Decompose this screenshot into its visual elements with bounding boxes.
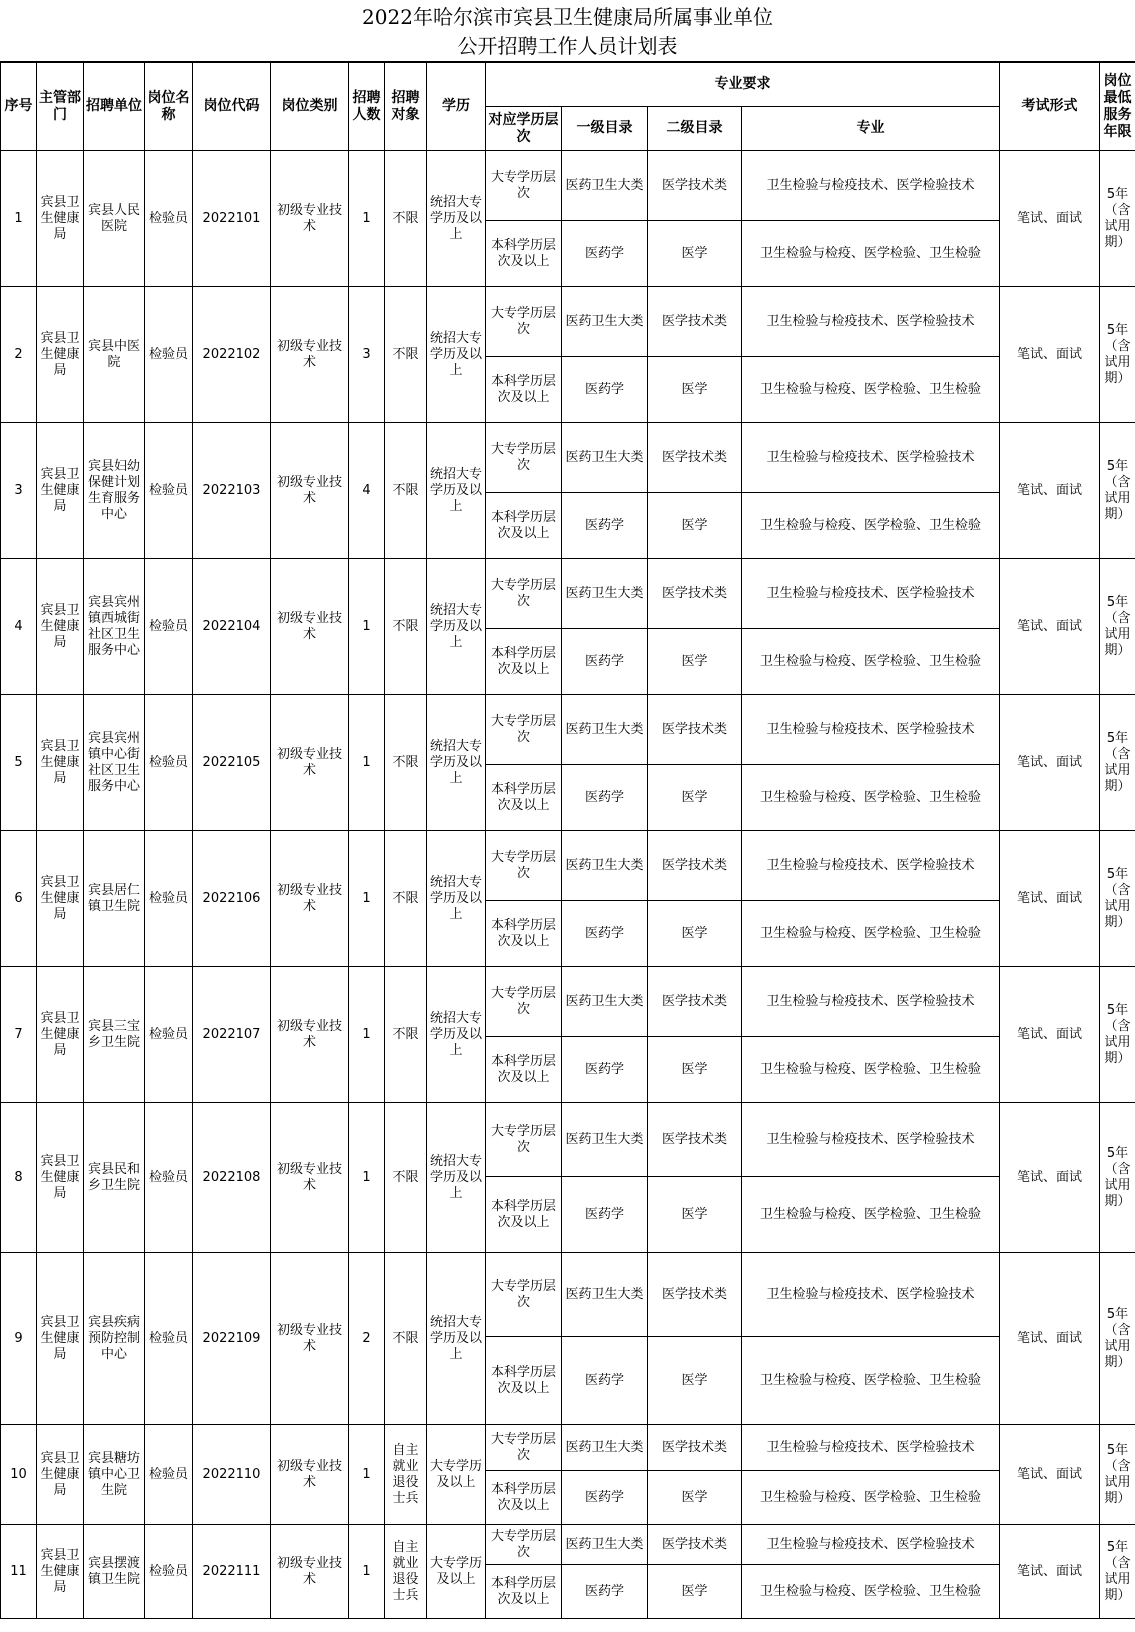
table-row [1, 1425, 1135, 1471]
row-post-name: 检验员 [145, 559, 193, 695]
row-unit: 宾县人民医院 [84, 151, 145, 287]
recruitment-plan-table [0, 62, 1135, 1619]
row-level2: 医学 [648, 221, 742, 287]
row-edu-level: 大专学历层次 [486, 1253, 562, 1337]
row-edu-level: 大专学历层次 [486, 151, 562, 221]
row-education: 统招大专学历及以上 [427, 831, 486, 967]
row-seq: 4 [1, 559, 37, 695]
row-post-type: 初级专业技术 [271, 1103, 349, 1253]
row-post-type: 初级专业技术 [271, 967, 349, 1103]
row-post-type: 初级专业技术 [271, 423, 349, 559]
header-service: 岗位最低服务年限 [1100, 63, 1135, 151]
row-service: 5年（含试用期） [1100, 967, 1135, 1103]
row-education: 统招大专学历及以上 [427, 967, 486, 1103]
row-post-type: 初级专业技术 [271, 1253, 349, 1425]
row-edu-level: 大专学历层次 [486, 559, 562, 629]
row-level1: 医药学 [562, 629, 648, 695]
row-level2: 医学 [648, 765, 742, 831]
row-post-code: 2022106 [193, 831, 271, 967]
row-level2: 医学 [648, 1565, 742, 1619]
row-level2: 医学技术类 [648, 695, 742, 765]
row-count: 4 [349, 423, 385, 559]
row-seq: 1 [1, 151, 37, 287]
row-count: 1 [349, 1525, 385, 1619]
row-post-type: 初级专业技术 [271, 831, 349, 967]
row-level2: 医学技术类 [648, 423, 742, 493]
row-seq: 3 [1, 423, 37, 559]
row-dept: 宾县卫生健康局 [37, 831, 84, 967]
header-post-type: 岗位类别 [271, 63, 349, 151]
row-dept: 宾县卫生健康局 [37, 695, 84, 831]
row-exam: 笔试、面试 [1000, 423, 1100, 559]
row-post-code: 2022104 [193, 559, 271, 695]
row-edu-level: 本科学历层次及以上 [486, 1177, 562, 1253]
row-post-type: 初级专业技术 [271, 151, 349, 287]
row-service: 5年（含试用期） [1100, 1103, 1135, 1253]
row-count: 1 [349, 151, 385, 287]
table-row [1, 151, 1135, 221]
row-level1: 医药学 [562, 493, 648, 559]
row-post-name: 检验员 [145, 423, 193, 559]
header-row-1 [1, 63, 1135, 107]
row-edu-level: 大专学历层次 [486, 1103, 562, 1177]
row-target: 不限 [385, 559, 427, 695]
row-dept: 宾县卫生健康局 [37, 287, 84, 423]
row-education: 大专学历及以上 [427, 1525, 486, 1619]
row-dept: 宾县卫生健康局 [37, 1425, 84, 1525]
row-edu-level: 本科学历层次及以上 [486, 221, 562, 287]
row-level2: 医学 [648, 901, 742, 967]
row-edu-level: 本科学历层次及以上 [486, 629, 562, 695]
row-level1: 医药学 [562, 1037, 648, 1103]
row-post-name: 检验员 [145, 287, 193, 423]
row-target: 不限 [385, 423, 427, 559]
row-post-type: 初级专业技术 [271, 1425, 349, 1525]
row-level1: 医药卫生大类 [562, 423, 648, 493]
row-target: 不限 [385, 151, 427, 287]
row-level1: 医药学 [562, 901, 648, 967]
row-exam: 笔试、面试 [1000, 1425, 1100, 1525]
header-post-code: 岗位代码 [193, 63, 271, 151]
header-level1: 一级目录 [562, 107, 648, 151]
row-level1: 医药卫生大类 [562, 559, 648, 629]
header-count: 招聘人数 [349, 63, 385, 151]
row-unit: 宾县宾州镇西城街社区卫生服务中心 [84, 559, 145, 695]
table-row [1, 1103, 1135, 1177]
row-post-code: 2022110 [193, 1425, 271, 1525]
row-dept: 宾县卫生健康局 [37, 559, 84, 695]
row-major: 卫生检验与检疫技术、医学检验技术 [742, 423, 1000, 493]
header-post-name: 岗位名称 [145, 63, 193, 151]
row-edu-level: 大专学历层次 [486, 1425, 562, 1471]
row-unit: 宾县妇幼保健计划生育服务中心 [84, 423, 145, 559]
row-level2: 医学 [648, 357, 742, 423]
row-level1: 医药卫生大类 [562, 967, 648, 1037]
row-target: 自主就业退役士兵 [385, 1425, 427, 1525]
header-edu-level: 对应学历层次 [486, 107, 562, 151]
row-unit: 宾县糖坊镇中心卫生院 [84, 1425, 145, 1525]
row-target: 不限 [385, 695, 427, 831]
header-education: 学历 [427, 63, 486, 151]
row-edu-level: 本科学历层次及以上 [486, 493, 562, 559]
row-level1: 医药卫生大类 [562, 151, 648, 221]
row-major: 卫生检验与检疫、医学检验、卫生检验 [742, 765, 1000, 831]
row-service: 5年（含试用期） [1100, 1525, 1135, 1619]
row-dept: 宾县卫生健康局 [37, 1525, 84, 1619]
row-unit: 宾县三宝乡卫生院 [84, 967, 145, 1103]
table-row [1, 967, 1135, 1037]
row-major: 卫生检验与检疫、医学检验、卫生检验 [742, 1177, 1000, 1253]
row-level2: 医学 [648, 629, 742, 695]
header-seq: 序号 [1, 63, 37, 151]
row-edu-level: 大专学历层次 [486, 1525, 562, 1565]
row-major: 卫生检验与检疫技术、医学检验技术 [742, 559, 1000, 629]
row-unit: 宾县宾州镇中心街社区卫生服务中心 [84, 695, 145, 831]
row-level1: 医药卫生大类 [562, 1103, 648, 1177]
row-exam: 笔试、面试 [1000, 967, 1100, 1103]
row-post-code: 2022103 [193, 423, 271, 559]
row-level1: 医药学 [562, 1565, 648, 1619]
row-level2: 医学 [648, 493, 742, 559]
title-line-2: 公开招聘工作人员计划表 [457, 34, 678, 58]
row-major: 卫生检验与检疫技术、医学检验技术 [742, 151, 1000, 221]
row-major: 卫生检验与检疫、医学检验、卫生检验 [742, 901, 1000, 967]
row-major: 卫生检验与检疫、医学检验、卫生检验 [742, 493, 1000, 559]
row-service: 5年（含试用期） [1100, 831, 1135, 967]
row-service: 5年（含试用期） [1100, 423, 1135, 559]
document-title [0, 0, 1135, 62]
row-level2: 医学 [648, 1177, 742, 1253]
row-level1: 医药学 [562, 357, 648, 423]
row-target: 不限 [385, 831, 427, 967]
row-edu-level: 本科学历层次及以上 [486, 1471, 562, 1525]
row-level1: 医药学 [562, 221, 648, 287]
row-edu-level: 大专学历层次 [486, 967, 562, 1037]
row-level2: 医学技术类 [648, 1103, 742, 1177]
row-exam: 笔试、面试 [1000, 1525, 1100, 1619]
row-count: 1 [349, 831, 385, 967]
row-edu-level: 本科学历层次及以上 [486, 1337, 562, 1425]
row-level1: 医药卫生大类 [562, 287, 648, 357]
row-seq: 6 [1, 831, 37, 967]
row-exam: 笔试、面试 [1000, 1253, 1100, 1425]
row-dept: 宾县卫生健康局 [37, 967, 84, 1103]
row-post-name: 检验员 [145, 831, 193, 967]
row-post-code: 2022108 [193, 1103, 271, 1253]
row-major: 卫生检验与检疫技术、医学检验技术 [742, 967, 1000, 1037]
row-post-code: 2022101 [193, 151, 271, 287]
row-post-type: 初级专业技术 [271, 287, 349, 423]
row-level2: 医学技术类 [648, 1525, 742, 1565]
table-row [1, 559, 1135, 629]
row-major: 卫生检验与检疫技术、医学检验技术 [742, 831, 1000, 901]
row-unit: 宾县中医院 [84, 287, 145, 423]
table-row [1, 423, 1135, 493]
row-count: 1 [349, 1103, 385, 1253]
header-major: 专业 [742, 107, 1000, 151]
row-major: 卫生检验与检疫、医学检验、卫生检验 [742, 629, 1000, 695]
row-service: 5年（含试用期） [1100, 1425, 1135, 1525]
row-exam: 笔试、面试 [1000, 287, 1100, 423]
row-edu-level: 大专学历层次 [486, 695, 562, 765]
row-post-type: 初级专业技术 [271, 695, 349, 831]
row-unit: 宾县居仁镇卫生院 [84, 831, 145, 967]
row-edu-level: 本科学历层次及以上 [486, 357, 562, 423]
row-unit: 宾县民和乡卫生院 [84, 1103, 145, 1253]
row-level2: 医学 [648, 1471, 742, 1525]
row-target: 不限 [385, 1103, 427, 1253]
row-level1: 医药学 [562, 1177, 648, 1253]
row-education: 统招大专学历及以上 [427, 287, 486, 423]
header-dept: 主管部门 [37, 63, 84, 151]
row-major: 卫生检验与检疫、医学检验、卫生检验 [742, 221, 1000, 287]
row-level1: 医药学 [562, 765, 648, 831]
row-edu-level: 本科学历层次及以上 [486, 1565, 562, 1619]
row-exam: 笔试、面试 [1000, 695, 1100, 831]
row-level1: 医药学 [562, 1471, 648, 1525]
row-edu-level: 大专学历层次 [486, 831, 562, 901]
row-seq: 11 [1, 1525, 37, 1619]
row-major: 卫生检验与检疫、医学检验、卫生检验 [742, 357, 1000, 423]
row-level1: 医药卫生大类 [562, 1525, 648, 1565]
row-post-code: 2022107 [193, 967, 271, 1103]
row-major: 卫生检验与检疫技术、医学检验技术 [742, 1103, 1000, 1177]
header-exam: 考试形式 [1000, 63, 1100, 151]
row-post-type: 初级专业技术 [271, 1525, 349, 1619]
row-level2: 医学技术类 [648, 1425, 742, 1471]
row-count: 1 [349, 967, 385, 1103]
row-count: 1 [349, 695, 385, 831]
row-seq: 2 [1, 287, 37, 423]
row-post-name: 检验员 [145, 151, 193, 287]
row-exam: 笔试、面试 [1000, 831, 1100, 967]
row-edu-level: 本科学历层次及以上 [486, 765, 562, 831]
row-edu-level: 本科学历层次及以上 [486, 901, 562, 967]
row-post-code: 2022102 [193, 287, 271, 423]
row-level1: 医药卫生大类 [562, 1425, 648, 1471]
row-level2: 医学技术类 [648, 967, 742, 1037]
row-post-name: 检验员 [145, 695, 193, 831]
row-post-name: 检验员 [145, 1525, 193, 1619]
row-major: 卫生检验与检疫、医学检验、卫生检验 [742, 1037, 1000, 1103]
row-target: 不限 [385, 967, 427, 1103]
row-service: 5年（含试用期） [1100, 695, 1135, 831]
row-target: 不限 [385, 1253, 427, 1425]
row-edu-level: 本科学历层次及以上 [486, 1037, 562, 1103]
row-major: 卫生检验与检疫技术、医学检验技术 [742, 1253, 1000, 1337]
row-count: 3 [349, 287, 385, 423]
row-service: 5年（含试用期） [1100, 151, 1135, 287]
row-education: 统招大专学历及以上 [427, 423, 486, 559]
row-target: 不限 [385, 287, 427, 423]
header-level2: 二级目录 [648, 107, 742, 151]
header-unit: 招聘单位 [84, 63, 145, 151]
row-edu-level: 大专学历层次 [486, 423, 562, 493]
row-seq: 9 [1, 1253, 37, 1425]
row-major: 卫生检验与检疫技术、医学检验技术 [742, 695, 1000, 765]
row-exam: 笔试、面试 [1000, 559, 1100, 695]
row-major: 卫生检验与检疫技术、医学检验技术 [742, 287, 1000, 357]
row-level2: 医学技术类 [648, 287, 742, 357]
row-seq: 5 [1, 695, 37, 831]
row-count: 1 [349, 1425, 385, 1525]
row-unit: 宾县疾病预防控制中心 [84, 1253, 145, 1425]
row-major: 卫生检验与检疫、医学检验、卫生检验 [742, 1337, 1000, 1425]
table-row [1, 831, 1135, 901]
row-exam: 笔试、面试 [1000, 1103, 1100, 1253]
row-post-code: 2022109 [193, 1253, 271, 1425]
title-line-1: 2022年哈尔滨市宾县卫生健康局所属事业单位 [362, 5, 773, 29]
row-post-name: 检验员 [145, 1253, 193, 1425]
table-row [1, 287, 1135, 357]
header-target: 招聘对象 [385, 63, 427, 151]
row-level1: 医药学 [562, 1337, 648, 1425]
table-row [1, 695, 1135, 765]
row-level1: 医药卫生大类 [562, 695, 648, 765]
row-post-name: 检验员 [145, 967, 193, 1103]
row-level2: 医学 [648, 1037, 742, 1103]
row-target: 自主就业退役士兵 [385, 1525, 427, 1619]
row-major: 卫生检验与检疫、医学检验、卫生检验 [742, 1471, 1000, 1525]
row-major: 卫生检验与检疫、医学检验、卫生检验 [742, 1565, 1000, 1619]
row-service: 5年（含试用期） [1100, 1253, 1135, 1425]
row-count: 1 [349, 559, 385, 695]
row-education: 统招大专学历及以上 [427, 1253, 486, 1425]
row-dept: 宾县卫生健康局 [37, 423, 84, 559]
row-dept: 宾县卫生健康局 [37, 1253, 84, 1425]
row-post-name: 检验员 [145, 1103, 193, 1253]
row-post-code: 2022105 [193, 695, 271, 831]
row-education: 统招大专学历及以上 [427, 151, 486, 287]
row-education: 统招大专学历及以上 [427, 559, 486, 695]
row-level2: 医学技术类 [648, 1253, 742, 1337]
row-post-type: 初级专业技术 [271, 559, 349, 695]
row-unit: 宾县摆渡镇卫生院 [84, 1525, 145, 1619]
row-level2: 医学 [648, 1337, 742, 1425]
row-level2: 医学技术类 [648, 151, 742, 221]
table-row [1, 1253, 1135, 1337]
row-level2: 医学技术类 [648, 559, 742, 629]
row-education: 统招大专学历及以上 [427, 1103, 486, 1253]
row-count: 2 [349, 1253, 385, 1425]
row-dept: 宾县卫生健康局 [37, 151, 84, 287]
row-post-code: 2022111 [193, 1525, 271, 1619]
row-seq: 10 [1, 1425, 37, 1525]
table-row [1, 1525, 1135, 1565]
row-seq: 8 [1, 1103, 37, 1253]
header-major-requirements: 专业要求 [486, 63, 1000, 107]
table-body [1, 151, 1135, 1619]
row-service: 5年（含试用期） [1100, 559, 1135, 695]
row-service: 5年（含试用期） [1100, 287, 1135, 423]
row-major: 卫生检验与检疫技术、医学检验技术 [742, 1525, 1000, 1565]
row-edu-level: 大专学历层次 [486, 287, 562, 357]
row-major: 卫生检验与检疫技术、医学检验技术 [742, 1425, 1000, 1471]
row-level1: 医药卫生大类 [562, 1253, 648, 1337]
row-exam: 笔试、面试 [1000, 151, 1100, 287]
row-level2: 医学技术类 [648, 831, 742, 901]
row-seq: 7 [1, 967, 37, 1103]
row-level1: 医药卫生大类 [562, 831, 648, 901]
row-education: 大专学历及以上 [427, 1425, 486, 1525]
row-dept: 宾县卫生健康局 [37, 1103, 84, 1253]
row-post-name: 检验员 [145, 1425, 193, 1525]
row-education: 统招大专学历及以上 [427, 695, 486, 831]
